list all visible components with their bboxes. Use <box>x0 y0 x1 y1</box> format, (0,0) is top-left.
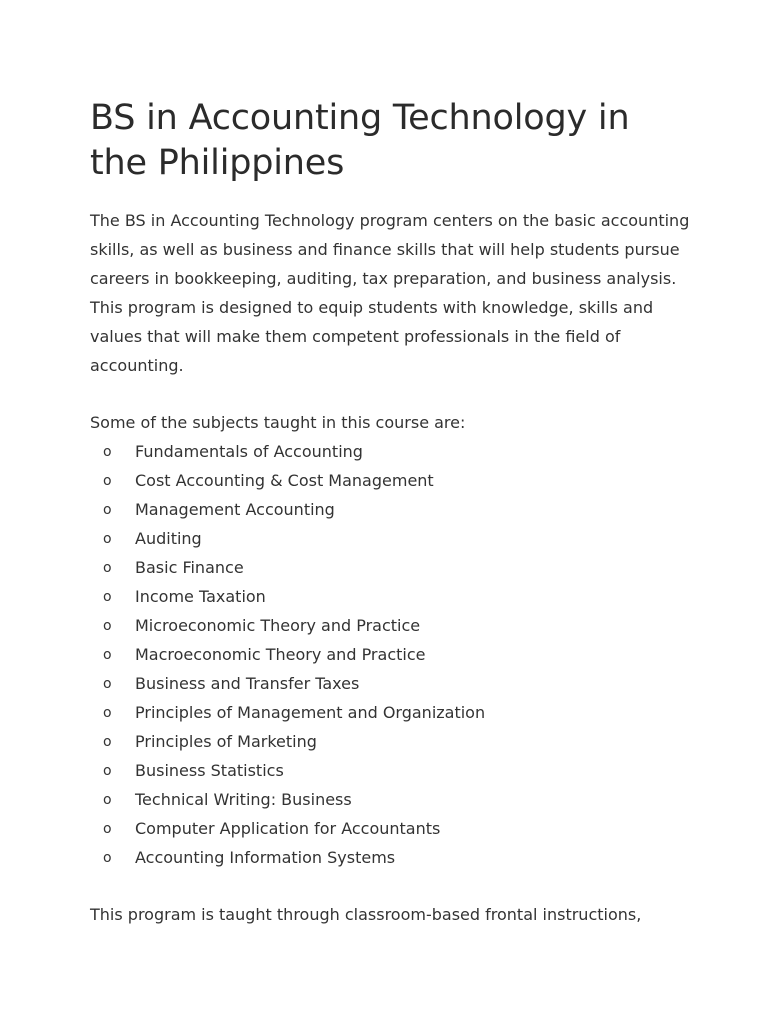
subject-label: Computer Application for Accountants <box>135 819 441 838</box>
circle-bullet-icon: o <box>103 705 112 721</box>
circle-bullet-icon: o <box>103 676 112 692</box>
subjects-lead-text: Some of the subjects taught in this course are: <box>90 413 466 432</box>
list-item <box>90 669 690 698</box>
list-item <box>90 756 690 785</box>
closing-paragraph: This program is taught through classroom-based frontal instructions, <box>90 905 642 924</box>
circle-bullet-icon: o <box>103 531 112 547</box>
list-item <box>90 437 690 466</box>
circle-bullet-icon: o <box>103 763 112 779</box>
subject-label: Auditing <box>135 529 202 548</box>
circle-bullet-icon: o <box>103 444 112 460</box>
subject-label: Technical Writing: Business <box>135 790 352 809</box>
list-item <box>90 843 690 872</box>
subject-label: Management Accounting <box>135 500 335 519</box>
page-title: BS in Accounting Technology in the Philippines <box>90 98 630 183</box>
circle-bullet-icon: o <box>103 473 112 489</box>
subject-label: Business Statistics <box>135 761 284 780</box>
subject-label: Accounting Information Systems <box>135 848 396 867</box>
subject-label: Business and Transfer Taxes <box>135 674 360 693</box>
circle-bullet-icon: o <box>103 589 112 605</box>
subject-label: Microeconomic Theory and Practice <box>135 616 421 635</box>
list-item <box>90 495 690 524</box>
list-item <box>90 727 690 756</box>
list-item <box>90 582 690 611</box>
list-item <box>90 785 690 814</box>
circle-bullet-icon: o <box>103 560 112 576</box>
list-item <box>90 524 690 553</box>
list-item <box>90 640 690 669</box>
circle-bullet-icon: o <box>103 502 112 518</box>
subject-label: Basic Finance <box>135 558 244 577</box>
list-item <box>90 814 690 843</box>
list-item <box>90 466 690 495</box>
list-item <box>90 553 690 582</box>
circle-bullet-icon: o <box>103 618 112 634</box>
subject-label: Fundamentals of Accounting <box>135 442 363 461</box>
circle-bullet-icon: o <box>103 792 112 808</box>
intro-paragraph: The BS in Accounting Technology program centers on the basic accounting skills, as well as business and finance skills that will help students pursue careers in bookkeeping, auditing, tax preparation, and business analysis. This program is designed to equip students with knowledge, skills and values that will make them competent professionals in the field of accounting. <box>90 211 690 375</box>
subject-label: Principles of Marketing <box>135 732 317 751</box>
list-item <box>90 611 690 640</box>
subject-label: Principles of Management and Organization <box>135 703 486 722</box>
circle-bullet-icon: o <box>103 850 112 866</box>
circle-bullet-icon: o <box>103 734 112 750</box>
subject-list <box>90 437 690 872</box>
subject-label: Income Taxation <box>135 587 266 606</box>
subject-label: Macroeconomic Theory and Practice <box>135 645 426 664</box>
document-page <box>90 96 690 929</box>
circle-bullet-icon: o <box>103 647 112 663</box>
list-item <box>90 698 690 727</box>
subject-label: Cost Accounting & Cost Management <box>135 471 434 490</box>
circle-bullet-icon: o <box>103 821 112 837</box>
